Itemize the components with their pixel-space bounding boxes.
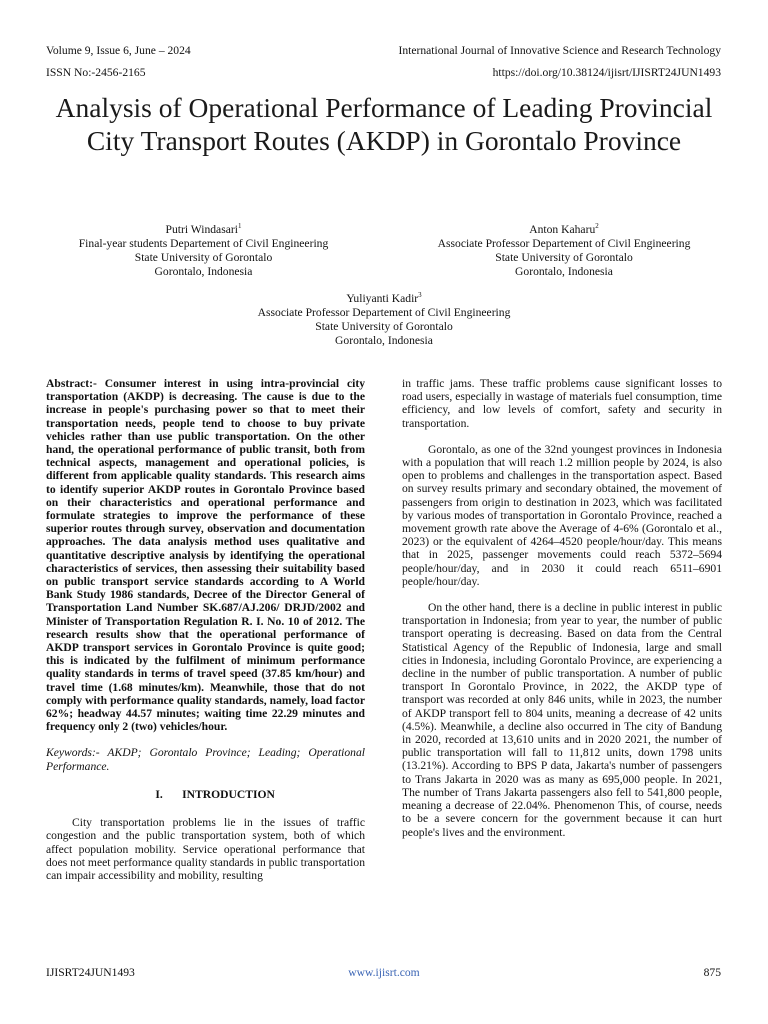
author-block-1 [46,223,361,279]
author-block-2 [405,223,723,279]
page-number: 875 [703,966,721,979]
footer-paper-id: IJISRT24JUN1493 [46,966,135,979]
author-sup: 3 [418,291,422,300]
author-location: Gorontalo, Indonesia [154,265,253,278]
intro-paragraph-2: Gorontalo, as one of the 32nd youngest provinces in Indonesia with a population that will reach 1.2 million people by 2024, is also open to problems and challenges in the transportation aspect. Based on survey results primary and secondary obtained, the movement of passengers from origin to destination in 2023, which was facilitated by various modes of transportation in Gorontalo Province, reached a movement growth rate above the Average of 4-6% (Gorontalo et al., 2023) or the equivalent of 4264–4520 people/hour/day. This means that in 2025, passenger movements could reach 5372–5694 people/hour/day, and in 2030 it could reach 6511–6901 people/hour/day. [402,442,722,588]
author-affiliation: State University of Gorontalo [134,251,273,264]
intro-paragraph-1: City transportation problems lie in the issues of traffic congestion and the public transportation system, both of which affect population mobility. Service operational performance that does not meet performance quality standards in public transportation can impair accessibility and mobility, resulting [46,816,365,882]
abstract: Abstract:- Consumer interest in using intra-provincial city transportation (AKDP) is decreasing. The cause is due to the increase in people's purchasing power so that to meet their transportation needs, people tend to choose to buy private vehicles rather than use public transportation. On the other hand, the operational performance of public transit, both from technical aspects, management and operational policies, is different from applicable quality standards. This research aims to identify superior AKDP routes in Gorontalo Province based on their characteristics and operational performance and formulate strategies to improve the performance of these superior routes through survey, observation and documentation approaches. The data analysis method uses qualitative and quantitative descriptive analysis by identifying the operational characteristics of services, then assessing their suitability based on public transport service standards according to A World Bank Study 1986 standards, Decree of the Director General of Transportation Land Number SK.687/AJ.206/ DRJD/2002 and Minister of Transportation Regulation R. I. No. 10 of 2012. The research results show that the operational performance of AKDP transport services in Gorontalo Province is quite good; this is indicated by the fulfilment of minimum performance quality standards in terms of travel speed (37.85 km/hour) and travel time (1.68 minutes/km). Meanwhile, those that do not comply with performance quality standards, namely, load factor 62%; headway 44.57 minutes; waiting time 22.29 minutes and frequency only 2 (two) vehicles/hour. [46,377,365,734]
section-heading [46,788,365,801]
author-role: Final-year students Departement of Civil Engineering [78,237,329,250]
author-name: Anton Kaharu [529,223,596,236]
keywords: Keywords:- AKDP; Gorontalo Province; Leading; Operational Performance. [46,746,365,773]
author-role: Associate Professor Departement of Civil Engineering [257,306,511,319]
author-name: Yuliyanti Kadir [346,292,419,305]
footer-website-link[interactable]: www.ijisrt.com [348,966,420,979]
section-number: I. [155,787,163,801]
author-role: Associate Professor Departement of Civil Engineering [437,237,691,250]
intro-paragraph-continued: in traffic jams. These traffic problems cause significant losses to road users, especially in wastage of materials fuel consumption, time efficiency, and low levels of comfort, safety and security in transportation. [402,377,722,430]
author-sup: 1 [237,222,242,231]
right-column [402,377,722,839]
journal-name: International Journal of Innovative Science and Research Technology [398,44,721,57]
volume-info: Volume 9, Issue 6, June – 2024 [46,44,191,57]
author-block-3 [200,292,568,348]
author-sup: 2 [595,222,599,231]
doi-link[interactable]: https://doi.org/10.38124/ijisrt/IJISRT24JUN1493 [492,66,721,79]
left-column [46,377,365,882]
author-affiliation: State University of Gorontalo [495,251,633,264]
issn: ISSN No:-2456-2165 [46,66,146,79]
intro-paragraph-3: On the other hand, there is a decline in public interest in public transportation in Indonesia; from year to year, the number of public transport operating is decreasing. Based on data from the Central Statistical Agency of the Republic of Indonesia, large and small cities in Indonesia, including Gorontalo Province, are experiencing a decline in the number of public transportation. A number of public transport In Gorontalo Province, in 2022, the AKDP type of transport was recorded at only 846 units, while in 2023, the number of AKDP transport fell to 804 units, meaning a decrease of 42 units (4.5%). Meanwhile, a decline also occurred in The city of Bandung in 2020, recorded at 13,610 units and in 2020 2021, the number of public transportation will fall to 11,812 units, down 1798 units (13.21%). According to BPS P data, Jakarta's number of passengers to Trans Jakarta in 2020 was as many as 695,000 people. In 2021, The number of Trans Jakarta passengers also fell to 541,800 people, meaning a decrease of 22.04%. Phenomenon This, of course, needs to be a severe concern for the government because it can hurt people's lives and the environment. [402,601,722,839]
author-name: Putri Windasari [165,223,238,236]
author-location: Gorontalo, Indonesia [515,265,613,278]
author-location: Gorontalo, Indonesia [335,334,433,347]
author-affiliation: State University of Gorontalo [315,320,453,333]
section-title: INTRODUCTION [182,787,275,801]
paper-title: Analysis of Operational Performance of Leading Provincial City Transport Routes (AKDP) in Gorontalo Province [55,92,713,156]
